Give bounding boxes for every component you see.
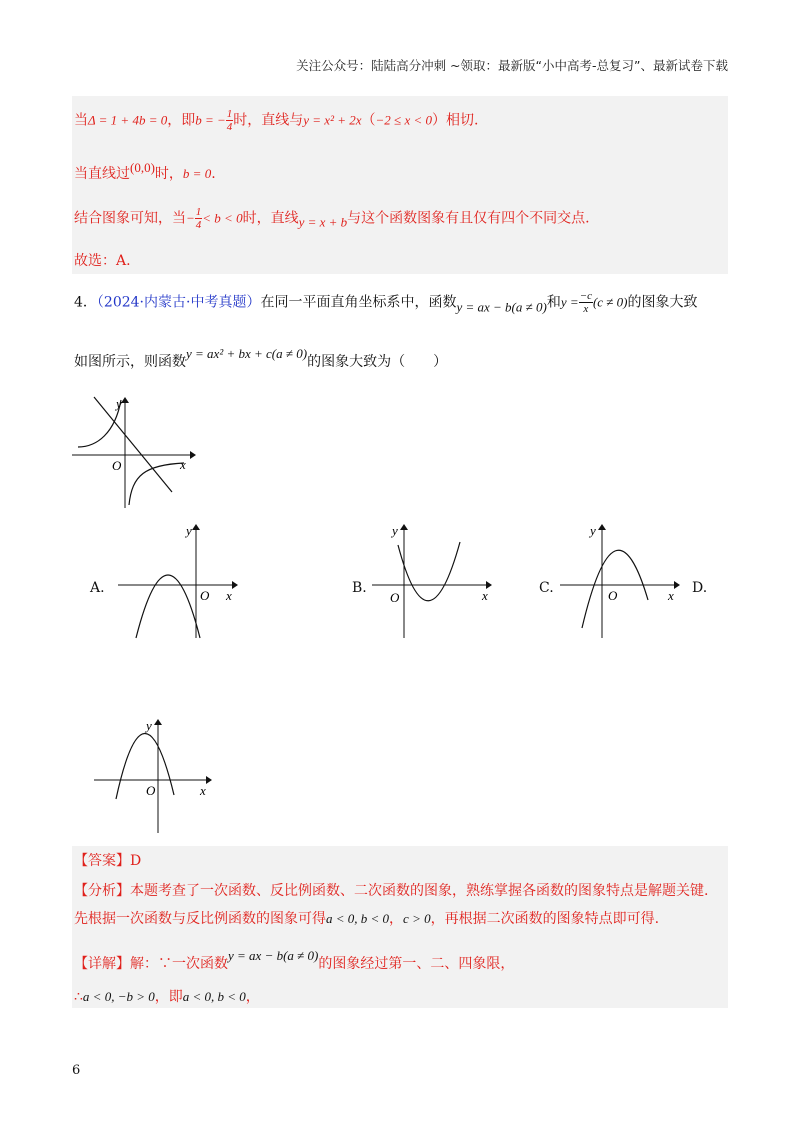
svg-text:y: y bbox=[392, 523, 398, 538]
solution-line-2: 当直线过(0,0)时，b = 0. bbox=[74, 160, 216, 182]
answer-line: 【答案】D bbox=[74, 853, 142, 869]
option-c-graph bbox=[558, 520, 683, 640]
svg-text:O: O bbox=[146, 783, 156, 798]
given-graph bbox=[72, 395, 197, 510]
svg-text:x: x bbox=[200, 783, 206, 798]
option-b-label: B. bbox=[352, 580, 367, 596]
question-source: （2024·内蒙古·中考真题） bbox=[96, 294, 261, 311]
page-header: 关注公众号：陆陆高分冲刺 ~领取：最新版“小中高考-总复习”、最新试卷下载 bbox=[296, 58, 728, 73]
option-a-label: A. bbox=[90, 580, 105, 596]
option-a-graph bbox=[116, 520, 241, 640]
svg-text:x: x bbox=[668, 588, 674, 603]
solution-line-4: 故选：A. bbox=[74, 253, 131, 269]
axis-label-y: y bbox=[116, 396, 122, 411]
option-d-label: D. bbox=[692, 580, 708, 596]
solution-line-1: 当Δ = 1 + 4b = 0，即b = − $\frac{1}{4}$ 时，直线与y = x² + 2x（−2 ≤ x < 0）相切. bbox=[74, 108, 479, 133]
svg-text:y: y bbox=[186, 523, 192, 538]
axis-label-x: x bbox=[180, 457, 186, 472]
question-4-line-2: 如图所示，则函数y = ax² + bx + c(a ≠ 0)的图象大致为（ ） bbox=[74, 346, 448, 370]
svg-text:x: x bbox=[226, 588, 232, 603]
svg-text:O: O bbox=[608, 588, 618, 603]
option-d-graph bbox=[92, 715, 217, 835]
origin-label: O bbox=[112, 458, 122, 473]
svg-text:y: y bbox=[146, 718, 152, 733]
svg-text:x: x bbox=[482, 588, 488, 603]
analysis-line-2: 先根据一次函数与反比例函数的图象可得a < 0, b < 0，c > 0，再根据二次函数的图象特点即可得. bbox=[74, 911, 660, 927]
question-4-line-1: 4．（2024·内蒙古·中考真题）在同一平面直角坐标系中，函数y = ax − b(a ≠ 0)和y = $\frac{-c}{x}$ (c ≠ 0)的图象大致 bbox=[74, 290, 698, 315]
solution-line-3: 结合图象可知，当− $\frac{1}{4}$ < b < 0时，直线y = x + b与这个函数图象有且仅有四个不同交点. bbox=[74, 206, 590, 231]
detail-line-2: ∴a < 0, −b > 0，即a < 0, b < 0， bbox=[74, 989, 260, 1005]
option-c-label: C. bbox=[539, 580, 554, 596]
option-b-graph bbox=[370, 520, 495, 640]
svg-text:O: O bbox=[390, 590, 400, 605]
page-number: 6 bbox=[72, 1063, 81, 1078]
svg-text:O: O bbox=[200, 588, 210, 603]
detail-line-1: 【详解】解：∵一次函数y = ax − b(a ≠ 0)的图象经过第一、二、四象限， bbox=[74, 948, 515, 972]
analysis-line-1: 【分析】本题考查了一次函数、反比例函数、二次函数的图象，熟练掌握各函数的图象特点是解题关键. bbox=[74, 883, 709, 899]
svg-text:y: y bbox=[590, 523, 596, 538]
